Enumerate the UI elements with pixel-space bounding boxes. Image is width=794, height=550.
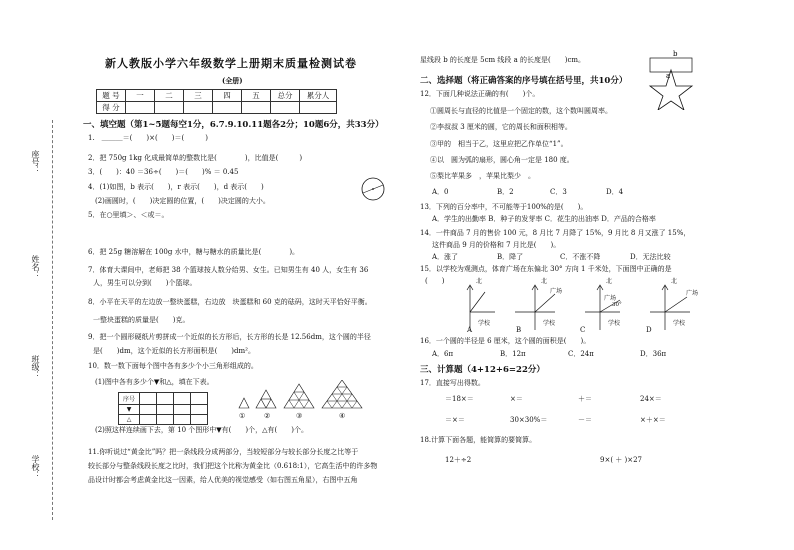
score-header-cell: 四: [213, 90, 242, 102]
q9b: 是( )dm，这个近似的长方形面积是( )dm²。: [93, 347, 255, 355]
score-cell[interactable]: [184, 102, 213, 114]
score-cell[interactable]: [155, 102, 184, 114]
number-label: 座号：: [31, 150, 40, 174]
q10-label-4: ④: [339, 412, 346, 420]
q15-north-b: 北: [541, 278, 548, 285]
score-header-cell: 三: [184, 90, 213, 102]
q10-table-header: 序号: [119, 393, 140, 405]
q10-table-row-up: △: [119, 415, 140, 425]
q12-option-d[interactable]: D．4: [606, 188, 624, 196]
q15-plaza-c: 广场: [604, 295, 617, 302]
q11a: 11.你听说过“黄金比”吗？把一条线段分成两部分，当较短部分与较长部分长度之比等于: [88, 448, 359, 456]
q15b: ( ): [425, 277, 445, 285]
q5: 5．在○里填＞、＜或＝。: [88, 211, 169, 219]
q17-item-1: ＝18×＝: [445, 395, 474, 403]
q12-item-3: ③甲的 相当于乙，这里应把乙作单位“1”。: [430, 140, 568, 148]
exam-title: 新人教版小学六年级数学上册期末质量检测试卷: [105, 57, 357, 70]
q16-option-b[interactable]: B．12π: [500, 350, 526, 358]
q12-item-2: ②李叔叔 3 厘米的圆，它的周长和面积相等。: [430, 123, 572, 131]
q17-item-4: 24×＝: [640, 395, 662, 403]
q17-item-7: －＝: [578, 416, 592, 424]
q17: 17．直接写出得数。: [420, 379, 485, 387]
q12-item-1: ①圆周长与直径的比值是一个固定的数，这个数叫圆周率。: [430, 107, 612, 115]
q15-option-b[interactable]: B: [516, 326, 522, 334]
q11c: 品设计时都会考虑黄金比这一因素，给人优美的视觉感受（如右图五角星），右图中五角: [88, 476, 358, 484]
q10-label-3: ③: [296, 412, 303, 420]
q16-option-d[interactable]: D．36π: [640, 350, 667, 358]
star-label-a: a: [666, 72, 671, 80]
q15-option-d[interactable]: D: [646, 326, 652, 334]
q14a: 14．一件商品 7 月的售价 100 元，8 月比 7 月降了 15%，9 月比 8 月又涨了 15%，: [420, 229, 691, 237]
triangle-figures: [236, 380, 366, 412]
q7b: 人，男生可以分到( )个篮球。: [93, 279, 197, 287]
q18-item-2: 9×( ＋ )×27: [600, 456, 643, 464]
q10-label-2: ②: [264, 412, 271, 420]
q1: 1. ＿＿＿＝( )×( )＝( ): [88, 134, 208, 142]
q4a: 4．(1)如图，b 表示( )，r 表示( )，d 表示( ): [88, 183, 264, 191]
q15-option-a[interactable]: A: [467, 326, 473, 334]
q15-school-d: 学校: [673, 320, 686, 327]
q12-option-b[interactable]: B．2: [497, 188, 514, 196]
section2-header: 二、选择题（将正确答案的序号填在括号里，共10分）: [420, 76, 628, 86]
section1-header: 一、填空题（第1~5题每空1分，6.7.9.10.11题各2分；10题6分，共33分）: [83, 120, 384, 130]
star-figure: [646, 50, 696, 110]
q14-option-a[interactable]: A．涨了: [432, 253, 459, 261]
q14-option-c[interactable]: C．不涨不降: [560, 253, 601, 261]
star-label-b: b: [673, 50, 678, 58]
q7a: 7．体育大课间中，老师把 38 个篮球按人数分给男、女生。已知男生有 40 人，女生有 36: [88, 266, 369, 274]
q15-north-c: 北: [606, 278, 613, 285]
q17-item-8: ×＋×＝: [640, 416, 666, 424]
q18: 18.计算下面各题，能简算的要简算。: [420, 436, 537, 444]
q15-school-a: 学校: [478, 320, 491, 327]
q14-option-d[interactable]: D．无法比较: [630, 253, 671, 261]
score-cell[interactable]: [271, 102, 300, 114]
q15-north-d: 北: [671, 278, 678, 285]
q10a: (1)图中各有多少个▼和△，填在下表。: [95, 378, 214, 386]
q15-plaza-b: 广场: [550, 288, 563, 295]
q16-option-a[interactable]: A．6π: [432, 350, 454, 358]
q9a: 9．把一个圆形硬纸片剪拼成一个近似的长方形后，长方形的长是 12.56dm，这个圆的半径: [88, 333, 371, 341]
q10-table: [118, 392, 208, 425]
q17-item-6: 30×30%＝: [510, 416, 548, 424]
q12: 12．下面几种说法正确的有( )个。: [420, 90, 540, 98]
q12-option-c[interactable]: C．3: [550, 188, 567, 196]
score-cell[interactable]: [242, 102, 271, 114]
score-cell[interactable]: [213, 102, 242, 114]
q10: 10．数一数下面每个图中各有多少个小三角形组成的。: [88, 362, 258, 370]
score-header-cell: 累分人: [300, 90, 337, 102]
q12-item-4: ④以 圆为弧的扇形，圆心角一定是 180 度。: [430, 156, 574, 164]
q10b: (2)照这样连续画下去，第 10 个图形中▼有( )个，△有( )个。: [95, 426, 308, 434]
score-cell[interactable]: [126, 102, 155, 114]
q13: 13．下列的百分率中，不可能等于100%的是( )。: [420, 203, 588, 211]
score-header-cell: 一: [126, 90, 155, 102]
score-header-cell: 二: [155, 90, 184, 102]
q12-item-5: ⑤梨比苹果多 ，苹果比梨少 。: [430, 172, 535, 180]
name-label: 姓名：: [31, 255, 40, 279]
score-table: [96, 89, 337, 114]
q17-item-2: ×＝: [510, 395, 523, 403]
q15-north-a: 北: [476, 278, 483, 285]
q15-option-c[interactable]: C: [580, 326, 586, 334]
q4b: (2)画圆时，( )决定圆的位置，( )决定圆的大小。: [95, 197, 270, 205]
q15-school-c: 学校: [608, 320, 621, 327]
q16: 16．一个圆的半径是 6 厘米，这个圆的面积是( )。: [420, 337, 591, 345]
score-header-cell: 题 号: [97, 90, 126, 102]
score-row-label: 得 分: [97, 102, 126, 114]
q11-continued: 星线段 b 的长度是 5cm 线段 a 的长度是( )cm。: [420, 56, 586, 64]
q10-label-1: ①: [239, 412, 246, 420]
q8a: 8．小平在天平的左边放一整块蛋糕，右边放 块蛋糕和 60 克的砝码，这时天平恰好平衡。: [88, 298, 372, 306]
q17-item-5: ＝×＝: [445, 416, 465, 424]
school-label: 学校：: [31, 455, 40, 479]
q10-table-row-down: ▼: [119, 405, 140, 415]
q13-options[interactable]: A．学生的出勤率 B．种子的发芽率 C．花生的出油率 D．产品的合格率: [432, 215, 656, 223]
score-header-cell: 五: [242, 90, 271, 102]
q12-option-a[interactable]: A．0: [432, 188, 449, 196]
q15-plaza-d: 广场: [686, 290, 699, 297]
q17-item-3: ＋＝: [578, 395, 592, 403]
circle-figure: [360, 176, 386, 202]
q2: 2．把 750g 1kg 化成最简单的整数比是( )，比值是( ): [88, 154, 303, 162]
q14b: 这件商品 9 月的价格和 7 月比是( )。: [432, 241, 561, 249]
q16-option-c[interactable]: C．24π: [568, 350, 594, 358]
q15-angle: 30°: [612, 302, 622, 308]
section3-header: 三、计算题（4+12+6=22分）: [420, 365, 545, 375]
binding-dashed-line: [52, 120, 53, 520]
q11b: 较长部分与整条线段长度之比时，我们把这个比称为黄金比（0.618:1），它高生活中的许多物: [88, 462, 378, 470]
q14-option-b[interactable]: B．降了: [497, 253, 524, 261]
q18-item-1: 12＋÷2: [445, 456, 472, 464]
score-cell[interactable]: [300, 102, 337, 114]
exam-subtitle: (全册): [222, 76, 243, 85]
q8b: 一整块蛋糕的质量是( )克。: [93, 316, 190, 324]
q3: 3．( )：40 ＝36÷( )＝( )% ＝ 0.45: [88, 168, 239, 176]
q6: 6．把 25g 糖溶解在 100g 水中，糖与糖水的质量比是( )。: [88, 248, 300, 256]
q15-school-b: 学校: [543, 320, 556, 327]
q15a: 15．以学校为观测点，体育广场在东偏北 30° 方向 1 千米处，下面图中正确的是: [420, 265, 672, 273]
score-header-cell: 总分: [271, 90, 300, 102]
class-label: 班级：: [31, 355, 40, 379]
